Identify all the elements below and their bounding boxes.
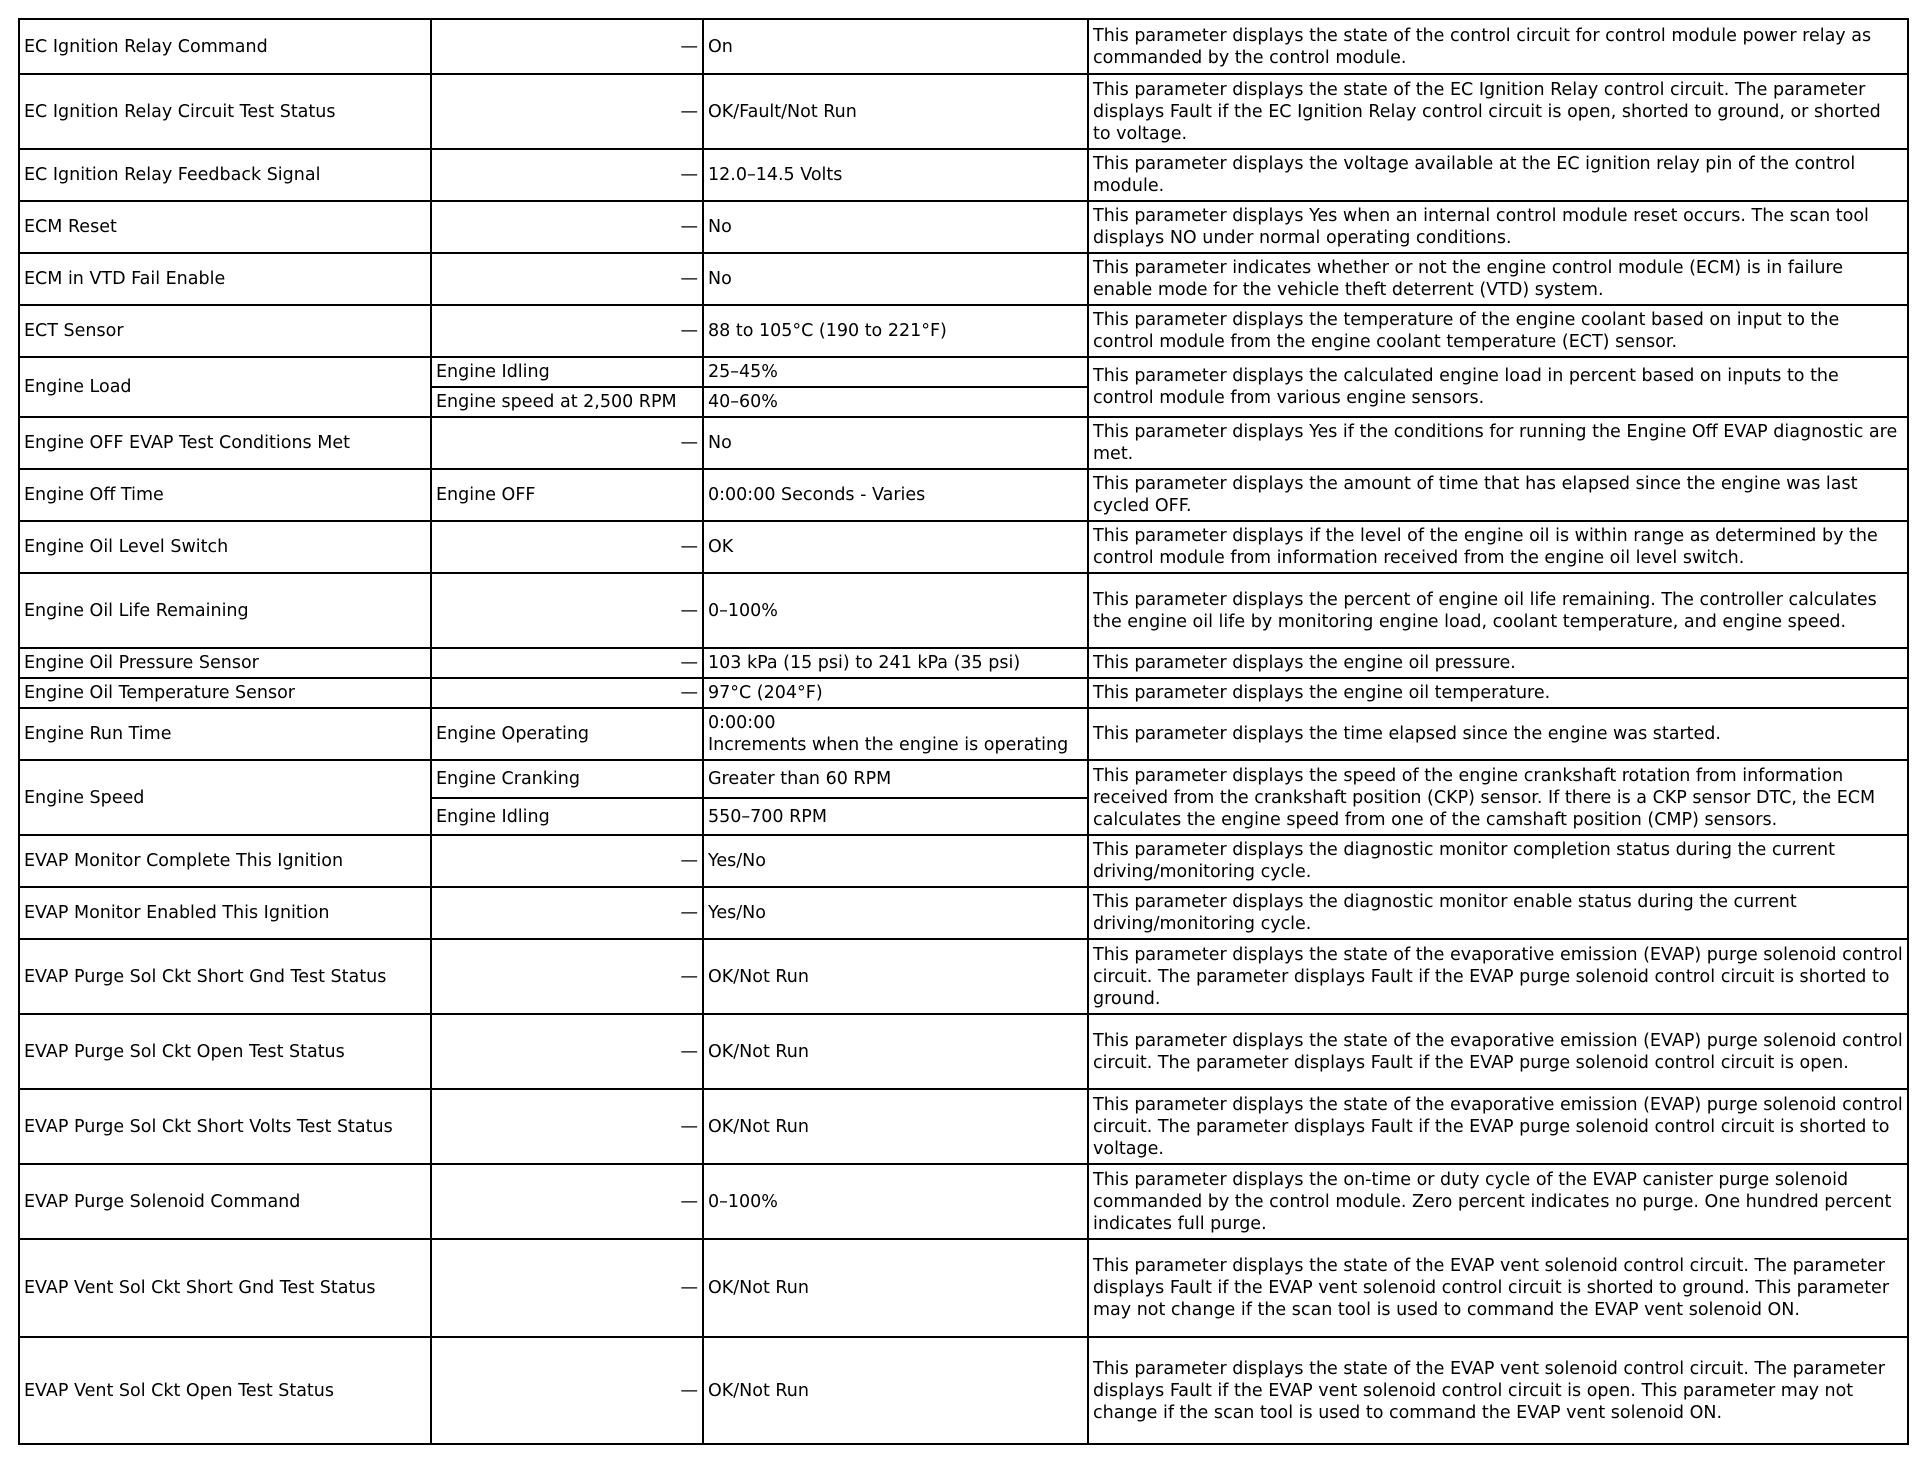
condition-cell: Engine Idling [431, 357, 703, 387]
description-cell: This parameter displays the voltage available at the EC ignition relay pin of the control module. [1088, 149, 1908, 201]
parameter-name: EVAP Purge Solenoid Command [19, 1164, 431, 1239]
description-cell: This parameter displays the engine oil pressure. [1088, 648, 1908, 678]
value-cell: 97°C (204°F) [703, 678, 1088, 708]
condition-cell: Engine Operating [431, 708, 703, 760]
parameter-name: ECT Sensor [19, 305, 431, 357]
parameter-name: Engine Oil Temperature Sensor [19, 678, 431, 708]
description-cell: This parameter displays if the level of the engine oil is within range as determined by the control module from information received from the engine oil level switch. [1088, 521, 1908, 573]
condition-cell: — [431, 201, 703, 253]
value-cell: OK/Not Run [703, 1089, 1088, 1164]
value-cell: Greater than 60 RPM [703, 760, 1088, 798]
description-cell: This parameter displays the temperature of the engine coolant based on input to the control module from the engine coolant temperature (ECT) sensor. [1088, 305, 1908, 357]
parameter-name: Engine Off Time [19, 469, 431, 521]
value-cell: On [703, 19, 1088, 74]
condition-cell: — [431, 1337, 703, 1444]
condition-cell: — [431, 521, 703, 573]
table-row [19, 357, 1908, 387]
parameter-name: Engine Oil Life Remaining [19, 573, 431, 648]
table-row [19, 521, 1908, 573]
value-cell: Yes/No [703, 887, 1088, 939]
value-cell: 550–700 RPM [703, 798, 1088, 835]
parameter-name: Engine Oil Pressure Sensor [19, 648, 431, 678]
description-cell: This parameter displays Yes when an internal control module reset occurs. The scan tool displays NO under normal operating conditions. [1088, 201, 1908, 253]
value-cell: 0:00:00 Increments when the engine is operating [703, 708, 1088, 760]
value-cell: 103 kPa (15 psi) to 241 kPa (35 psi) [703, 648, 1088, 678]
table-row [19, 1337, 1908, 1444]
description-cell: This parameter displays the state of the EC Ignition Relay control circuit. The parameter displays Fault if the EC Ignition Relay control circuit is open, shorted to ground, or shorted to voltage. [1088, 74, 1908, 149]
description-cell: This parameter displays the state of the EVAP vent solenoid control circuit. The parameter displays Fault if the EVAP vent solenoid control circuit is shorted to ground. This parameter may not change if the scan tool is used to command the EVAP vent solenoid ON. [1088, 1239, 1908, 1337]
table-row [19, 1089, 1908, 1164]
condition-cell: — [431, 835, 703, 887]
parameter-name: EVAP Purge Sol Ckt Short Volts Test Status [19, 1089, 431, 1164]
value-cell: No [703, 201, 1088, 253]
table-row [19, 253, 1908, 305]
parameter-name: EVAP Vent Sol Ckt Short Gnd Test Status [19, 1239, 431, 1337]
table-row [19, 417, 1908, 469]
condition-cell: Engine speed at 2,500 RPM [431, 387, 703, 417]
parameter-name: Engine OFF EVAP Test Conditions Met [19, 417, 431, 469]
table-row [19, 708, 1908, 760]
parameter-name: EVAP Monitor Complete This Ignition [19, 835, 431, 887]
condition-cell: — [431, 19, 703, 74]
description-cell: This parameter displays the diagnostic monitor completion status during the current driving/monitoring cycle. [1088, 835, 1908, 887]
condition-cell: Engine OFF [431, 469, 703, 521]
parameter-name: Engine Load [19, 357, 431, 417]
value-cell: Yes/No [703, 835, 1088, 887]
table-row [19, 648, 1908, 678]
parameter-name: EVAP Monitor Enabled This Ignition [19, 887, 431, 939]
value-cell: No [703, 417, 1088, 469]
condition-cell: — [431, 887, 703, 939]
parameter-name: Engine Run Time [19, 708, 431, 760]
parameter-name: EC Ignition Relay Command [19, 19, 431, 74]
parameter-name: ECM Reset [19, 201, 431, 253]
value-cell: OK/Not Run [703, 1337, 1088, 1444]
value-cell: No [703, 253, 1088, 305]
table-row [19, 939, 1908, 1014]
condition-cell: — [431, 1164, 703, 1239]
value-cell: OK/Not Run [703, 1239, 1088, 1337]
parameter-name: EVAP Purge Sol Ckt Short Gnd Test Status [19, 939, 431, 1014]
description-cell: This parameter displays the on-time or duty cycle of the EVAP canister purge solenoid commanded by the control module. Zero percent indicates no purge. One hundred percent indicates full purge. [1088, 1164, 1908, 1239]
condition-cell: — [431, 573, 703, 648]
value-cell: 25–45% [703, 357, 1088, 387]
description-cell: This parameter displays the state of the evaporative emission (EVAP) purge solenoid control circuit. The parameter displays Fault if the EVAP purge solenoid control circuit is shorted to ground. [1088, 939, 1908, 1014]
table-row [19, 19, 1908, 74]
parameter-name: Engine Speed [19, 760, 431, 835]
value-cell: OK/Not Run [703, 939, 1088, 1014]
parameter-name: EVAP Purge Sol Ckt Open Test Status [19, 1014, 431, 1089]
description-cell: This parameter displays the state of the evaporative emission (EVAP) purge solenoid control circuit. The parameter displays Fault if the EVAP purge solenoid control circuit is open. [1088, 1014, 1908, 1089]
condition-cell: — [431, 149, 703, 201]
table-row [19, 149, 1908, 201]
description-cell: This parameter displays the percent of engine oil life remaining. The controller calculates the engine oil life by monitoring engine load, coolant temperature, and engine speed. [1088, 573, 1908, 648]
table-row [19, 835, 1908, 887]
parameter-table [18, 18, 1909, 1445]
table-row [19, 1164, 1908, 1239]
condition-cell: — [431, 1089, 703, 1164]
value-cell: 88 to 105°C (190 to 221°F) [703, 305, 1088, 357]
condition-cell: — [431, 678, 703, 708]
parameter-name: EC Ignition Relay Feedback Signal [19, 149, 431, 201]
table-row [19, 887, 1908, 939]
condition-cell: Engine Idling [431, 798, 703, 835]
description-cell: This parameter displays the state of the control circuit for control module power relay as commanded by the control module. [1088, 19, 1908, 74]
value-cell: OK [703, 521, 1088, 573]
value-cell: 0–100% [703, 573, 1088, 648]
description-cell: This parameter displays the engine oil temperature. [1088, 678, 1908, 708]
condition-cell: — [431, 74, 703, 149]
table-row [19, 573, 1908, 648]
description-cell: This parameter displays Yes if the conditions for running the Engine Off EVAP diagnostic are met. [1088, 417, 1908, 469]
condition-cell: — [431, 305, 703, 357]
value-cell: 40–60% [703, 387, 1088, 417]
description-cell: This parameter indicates whether or not the engine control module (ECM) is in failure enable mode for the vehicle theft deterrent (VTD) system. [1088, 253, 1908, 305]
value-cell: 0:00:00 Seconds - Varies [703, 469, 1088, 521]
parameter-name: EVAP Vent Sol Ckt Open Test Status [19, 1337, 431, 1444]
description-cell: This parameter displays the calculated engine load in percent based on inputs to the control module from various engine sensors. [1088, 357, 1908, 417]
table-row [19, 1014, 1908, 1089]
value-cell: OK/Fault/Not Run [703, 74, 1088, 149]
condition-cell: Engine Cranking [431, 760, 703, 798]
condition-cell: — [431, 1239, 703, 1337]
table-row [19, 74, 1908, 149]
table-row [19, 678, 1908, 708]
value-cell: 0–100% [703, 1164, 1088, 1239]
table-row [19, 469, 1908, 521]
table-row [19, 201, 1908, 253]
description-cell: This parameter displays the diagnostic monitor enable status during the current driving/monitoring cycle. [1088, 887, 1908, 939]
condition-cell: — [431, 939, 703, 1014]
description-cell: This parameter displays the amount of time that has elapsed since the engine was last cycled OFF. [1088, 469, 1908, 521]
parameter-name: ECM in VTD Fail Enable [19, 253, 431, 305]
table-row [19, 760, 1908, 798]
description-cell: This parameter displays the time elapsed since the engine was started. [1088, 708, 1908, 760]
description-cell: This parameter displays the state of the EVAP vent solenoid control circuit. The parameter displays Fault if the EVAP vent solenoid control circuit is open. This parameter may not change if the scan tool is used to command the EVAP vent solenoid ON. [1088, 1337, 1908, 1444]
condition-cell: — [431, 648, 703, 678]
condition-cell: — [431, 253, 703, 305]
value-cell: OK/Not Run [703, 1014, 1088, 1089]
parameter-name: Engine Oil Level Switch [19, 521, 431, 573]
table-row [19, 1239, 1908, 1337]
table-body [19, 19, 1908, 1444]
description-cell: This parameter displays the state of the evaporative emission (EVAP) purge solenoid control circuit. The parameter displays Fault if the EVAP purge solenoid control circuit is shorted to voltage. [1088, 1089, 1908, 1164]
value-cell: 12.0–14.5 Volts [703, 149, 1088, 201]
parameter-name: EC Ignition Relay Circuit Test Status [19, 74, 431, 149]
condition-cell: — [431, 417, 703, 469]
table-row [19, 305, 1908, 357]
condition-cell: — [431, 1014, 703, 1089]
description-cell: This parameter displays the speed of the engine crankshaft rotation from information received from the crankshaft position (CKP) sensor. If there is a CKP sensor DTC, the ECM calculates the engine speed from one of the camshaft position (CMP) sensors. [1088, 760, 1908, 835]
